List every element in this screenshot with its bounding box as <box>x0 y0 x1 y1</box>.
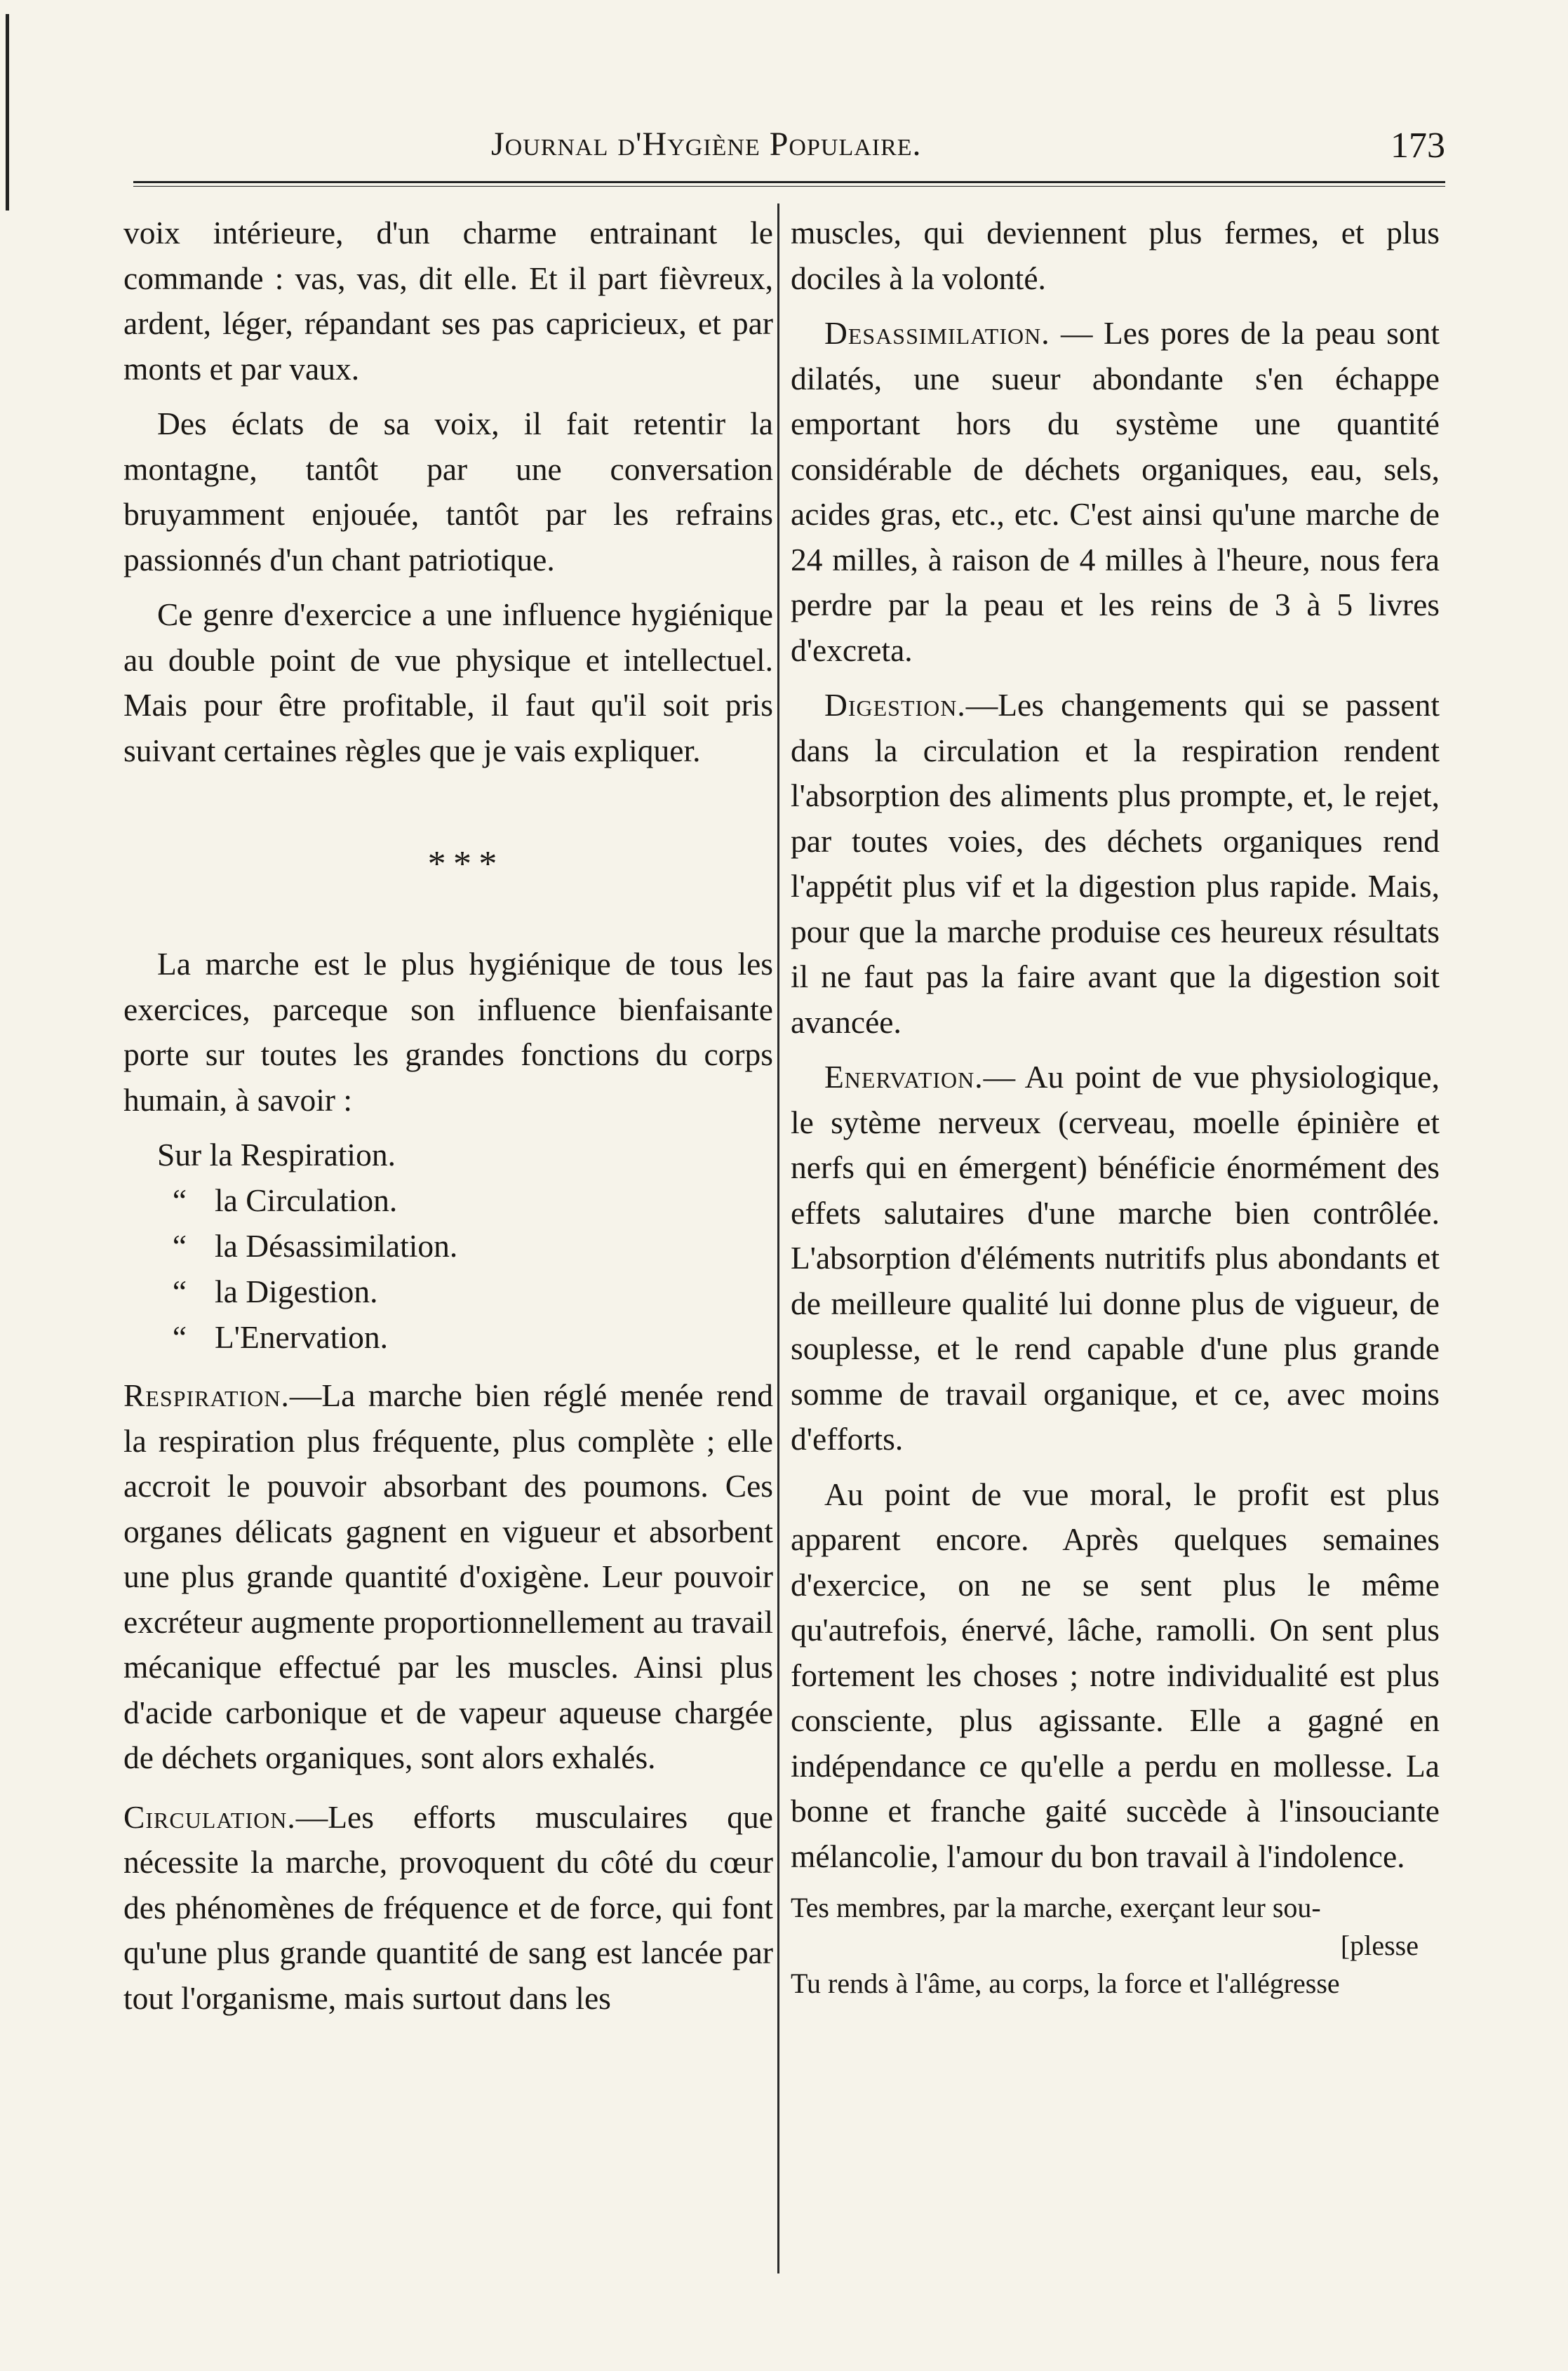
list-item <box>123 1178 773 1224</box>
scan-edge-mark <box>6 14 9 211</box>
paragraph-muscles: muscles, qui deviennent plus fermes, et plus dociles à la volonté. <box>791 215 1440 296</box>
paragraph-digestion <box>791 683 1440 1045</box>
paragraph-marche: La marche est le plus hygiénique de tous les exercices, parceque son influence bienfaisante porte sur toutes les grandes fonctions du corps humain, à savoir : <box>123 946 773 1118</box>
header-rule <box>133 181 1445 187</box>
list-item-text: la Digestion. <box>215 1274 378 1309</box>
page-number: 173 <box>1391 126 1445 166</box>
list-item <box>123 1224 773 1269</box>
section-asterism: * * * <box>427 844 497 884</box>
paragraph-voix: voix intérieure, d'un charme entrainant le commande : vas, vas, dit elle. Et il part fièvreux, ardent, léger, répandant ses pas capricieux, et par monts et par vaux. <box>123 215 773 387</box>
verse-quotation <box>791 1889 1440 2003</box>
list-item-text: la Circulation. <box>215 1182 398 1218</box>
list-item <box>123 1315 773 1361</box>
ditto-mark: “ <box>172 1319 187 1355</box>
section-heading-digestion: Digestion. <box>824 687 966 723</box>
running-header <box>119 125 1445 167</box>
right-column <box>791 211 1440 2003</box>
column-divider <box>777 203 779 2273</box>
section-heading-circulation: Circulation. <box>123 1798 296 1835</box>
section-body-desassimilation: — Les pores de la peau sont dilatés, une sueur abondante s'en échappe emportant hors du système une quantité considérable de déchets organiques, eau, sels, acides gras, etc., etc. C'est ainsi qu'une marche de 24 milles, à raison de 4 milles à l'heure, nous fera perdre par la peau et les reins de 3 à 5 livres d'excreta. <box>791 315 1440 668</box>
ditto-mark: “ <box>172 1274 187 1309</box>
verse-line-1: Tes membres, par la marche, exerçant leur sou- <box>791 1892 1321 1923</box>
paragraph-desassimilation <box>791 311 1440 673</box>
paragraph-enervation <box>791 1055 1440 1462</box>
paragraph-moral: Au point de vue moral, le profit est plus apparent encore. Après quelques semaines d'exercice, on ne se sent plus le même qu'autrefois, énervé, lâche, ramolli. On sent plus fortement les choses ; notre individualité est plus consciente, plus agissante. Elle a gagné en indépendance ce qu'elle a perdu en mollesse. La bonne et franche gaité succède à l'insouciante mélancolie, l'amour du bon travail à l'indolence. <box>791 1476 1440 1874</box>
paragraph-respiration <box>123 1373 773 1781</box>
list-item-text: Sur la Respiration. <box>157 1137 396 1173</box>
section-body-digestion: —Les changements qui se passent dans la circulation et la respiration rendent l'absorption des aliments plus prompte, et, le rejet, par toutes voies, des déchets organiques rend l'appétit plus vif et la digestion plus rapide. Mais, pour que la marche produise ces heureux résultats il ne faut pas la faire avant que la digestion soit avancée. <box>791 687 1440 1040</box>
functions-list <box>123 1133 773 1361</box>
section-body-enervation: — Au point de vue physiologique, le sytème nerveux (cerveau, moelle épinière et nerfs qui en émergent) bénéficie énormément des effets salutaires d'une marche bien contrôlée. L'absorption d'éléments nutritifs plus abondants et de meilleure qualité lui donne plus de vigueur, de souplesse, et le rend capable d'une plus grande somme de travail organique, et ce, avec moins d'efforts. <box>791 1059 1440 1457</box>
section-heading-enervation: Enervation. <box>824 1059 984 1095</box>
paragraph-eclats: Des éclats de sa voix, il fait retentir la montagne, tantôt par une conversation bruyamment enjouée, tantôt par les refrains passionnés d'un chant patriotique. <box>123 406 773 577</box>
ditto-mark: “ <box>172 1182 187 1218</box>
paragraph-circulation <box>123 1795 773 2022</box>
paragraph-exercice: Ce genre d'exercice a une influence hygiénique au double point de vue physique et intellectuel. Mais pour être profitable, il faut qu'il soit pris suivant certaines règles que je vais expliquer. <box>123 596 773 768</box>
ditto-mark: “ <box>172 1228 187 1264</box>
list-item-text: L'Enervation. <box>215 1319 388 1355</box>
section-body-circulation: —Les efforts musculaires que nécessite la marche, provoquent du côté du cœur des phénomènes de fréquence et de force, qui font qu'une plus grande quantité de sang est lancée par tout l'organisme, mais surtout dans les <box>123 1798 773 2016</box>
verse-line-1-continuation: [plesse <box>1340 1930 1419 1961</box>
section-body-respiration: —La marche bien réglé menée rend la respiration plus fréquente, plus complète ; elle accroit le pouvoir absorbant des poumons. Ces organes délicats gagnent en vigueur et absorbent une plus grande quantité d'oxigène. Leur pouvoir excréteur augmente proportionnellement au travail mécanique effectué par les muscles. Ainsi plus d'acide carbonique et de vapeur aqueuse chargée de déchets organiques, sont alors exhalés. <box>123 1377 773 1775</box>
section-heading-respiration: Respiration. <box>123 1377 290 1413</box>
journal-title: Journal d'Hygiène Populaire. <box>491 126 922 163</box>
list-item-text: la Désassimilation. <box>215 1228 458 1264</box>
left-column <box>123 211 773 2031</box>
section-heading-desassimilation: Desassimilation. <box>824 315 1050 351</box>
list-item <box>123 1269 773 1315</box>
verse-line-2: Tu rends à l'âme, au corps, la force et l'allégresse <box>791 1968 1340 1999</box>
list-item <box>123 1133 773 1178</box>
